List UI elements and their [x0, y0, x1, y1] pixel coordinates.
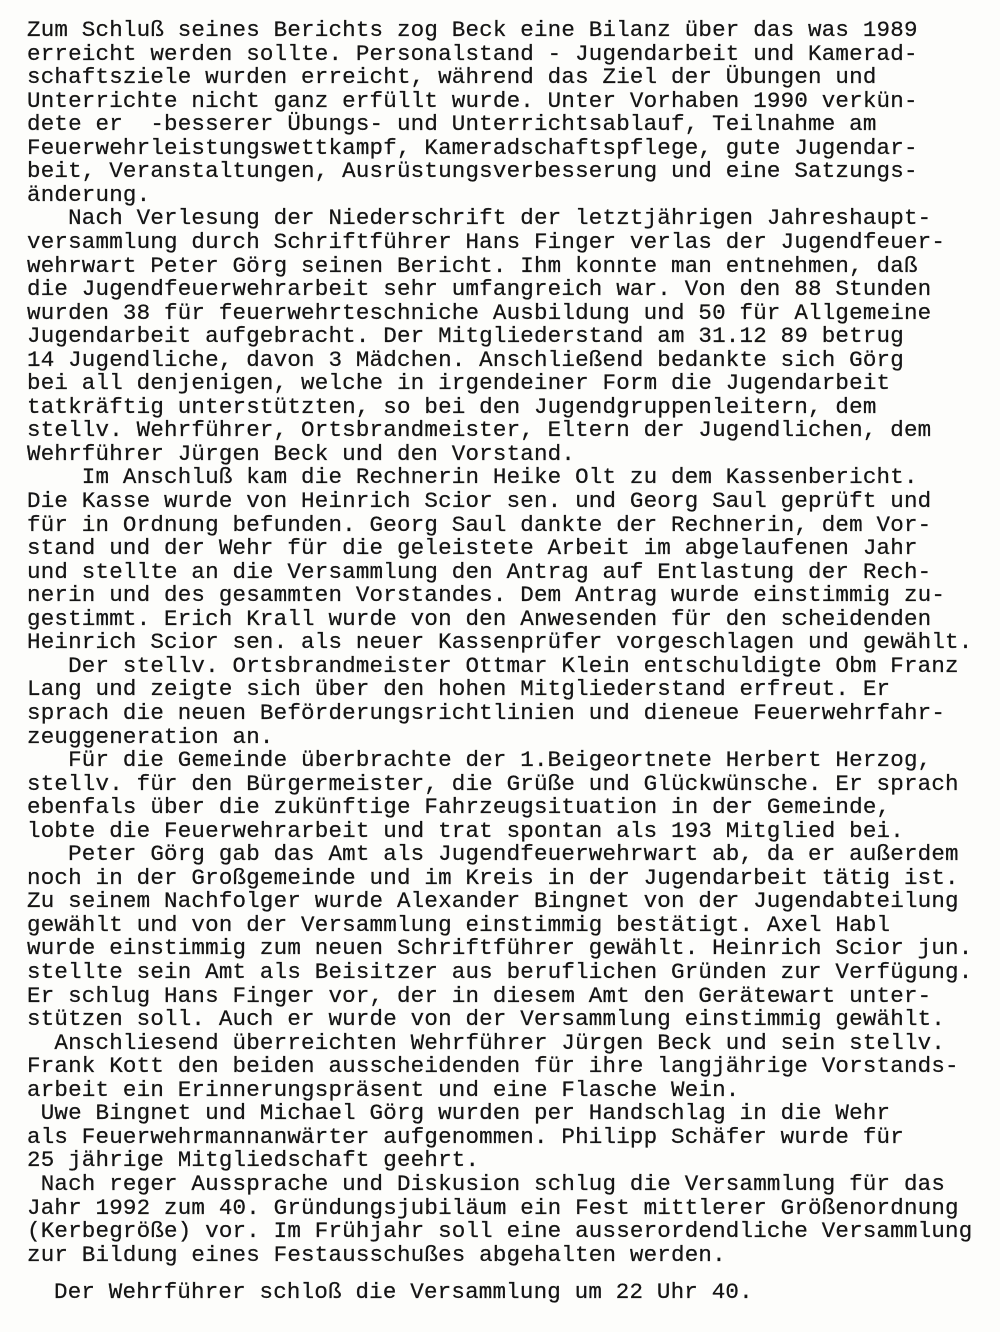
text-line: zur Bildung eines Festausschußes abgehalten werden.	[27, 1241, 726, 1268]
text-line: Im Anschluß kam die Rechnerin Heike Olt zu dem Kassenbericht.	[27, 464, 918, 491]
text-line: Feuerwehrleistungswettkampf, Kameradschaftspflege, gute Jugendar-	[27, 134, 918, 161]
text-line: lobte die Feuerwehrarbeit und trat spontan als 193 Mitglied bei.	[27, 817, 904, 844]
text-line: Nach reger Aussprache und Diskusion schlug die Versammlung für das	[27, 1170, 946, 1197]
text-line: Der stellv. Ortsbrandmeister Ottmar Klein entschuldigte Obm Franz	[27, 652, 959, 679]
text-line: zeuggeneration an.	[27, 723, 274, 750]
text-line: Peter Görg gab das Amt als Jugendfeuerwehrwart ab, da er außerdem	[27, 841, 959, 868]
text-line: versammlung durch Schriftführer Hans Finger verlas der Jugendfeuer-	[27, 228, 946, 255]
text-line: dete er -besserer Übungs- und Unterrichtsablauf, Teilnahme am	[27, 111, 877, 138]
text-line: Er schlug Hans Finger vor, der in diesem Amt den Gerätewart unter-	[27, 982, 932, 1009]
text-line: die Jugendfeuerwehrarbeit sehr umfangreich war. Von den 88 Stunden	[27, 276, 932, 303]
text-line: Nach Verlesung der Niederschrift der letztjährigen Jahreshaupt-	[27, 205, 932, 232]
text-line: (Kerbegröße) vor. Im Frühjahr soll eine ausserordendliche Versammlung	[27, 1218, 973, 1245]
text-line: änderung.	[27, 181, 151, 208]
text-line: gewählt und von der Versammlung einstimmig bestätigt. Axel Habl	[27, 911, 891, 938]
text-line: stützen soll. Auch er wurde von der Versammlung einstimmig gewählt.	[27, 1006, 946, 1033]
text-line: stellv. Wehrführer, Ortsbrandmeister, Eltern der Jugendlichen, dem	[27, 417, 932, 444]
text-line: arbeit ein Erinnerungspräsent und eine Flasche Wein.	[27, 1076, 740, 1103]
text-line: wehrwart Peter Görg seinen Bericht. Ihm konnte man entnehmen, daß	[27, 252, 918, 279]
text-line: Zu seinem Nachfolger wurde Alexander Bingnet von der Jugendabteilung	[27, 888, 959, 915]
text-line: stand und der Wehr für die geleistete Arbeit im abgelaufenen Jahr	[27, 535, 918, 562]
text-line: wurde einstimmig zum neuen Schriftführer gewählt. Heinrich Scior jun.	[27, 935, 973, 962]
text-line: Die Kasse wurde von Heinrich Scior sen. und Georg Saul geprüft und	[27, 488, 932, 514]
text-line: sprach die neuen Beförderungsrichtlinien und dieneue Feuerwehrfahr-	[27, 699, 946, 726]
text-line: Lang und zeigte sich über den hohen Mitgliederstand erfreut. Er	[27, 676, 891, 703]
text-line: gestimmt. Erich Krall wurde von den Anwesenden für den scheidenden	[27, 605, 932, 632]
text-line: und stellte an die Versammlung den Antrag auf Entlastung der Rech-	[27, 558, 932, 585]
text-line: 14 Jugendliche, davon 3 Mädchen. Anschließend bedankte sich Görg	[27, 346, 904, 373]
text-line: Jahr 1992 zum 40. Gründungsjubiläum ein Fest mittlerer Größenordnung	[27, 1194, 959, 1221]
text-line: Jugendarbeit aufgebracht. Der Mitgliederstand am 31.12 89 betrug	[27, 323, 904, 350]
text-line: schaftsziele wurden erreicht, während das Ziel der Übungen und	[27, 64, 877, 91]
text-line: als Feuerwehrmannanwärter aufgenommen. Philipp Schäfer wurde für	[27, 1123, 904, 1150]
text-line: Für die Gemeinde überbrachte der 1.Beigeortnete Herbert Herzog,	[27, 747, 932, 774]
text-line: für in Ordnung befunden. Georg Saul dankte der Rechnerin, dem Vor-	[27, 511, 932, 538]
text-line: Zum Schluß seines Berichts zog Beck eine Bilanz über das was 1989	[27, 17, 918, 43]
text-line: wurden 38 für feuerwehrteschniche Ausbildung und 50 für Allgemeine	[27, 299, 932, 326]
text-line: erreicht werden sollte. Personalstand - Jugendarbeit und Kamerad-	[27, 40, 918, 67]
text-line: beit, Veranstaltungen, Ausrüstungsverbesserung und eine Satzungs-	[27, 158, 918, 185]
text-line: Heinrich Scior sen. als neuer Kassenprüfer vorgeschlagen und gewählt.	[27, 629, 973, 656]
text-line: Anschliesend überreichten Wehrführer Jürgen Beck und sein stellv.	[27, 1029, 946, 1056]
text-line: nerin und des gesammten Vorstandes. Dem Antrag wurde einstimmig zu-	[27, 582, 946, 609]
closing-line: Der Wehrführer schloß die Versammlung um 22 Uhr 40.	[54, 1279, 753, 1305]
text-line: Frank Kott den beiden ausscheidenden für ihre langjährige Vorstands-	[27, 1053, 959, 1080]
text-line: 25 jährige Mitgliedschaft geehrt.	[27, 1147, 480, 1174]
text-line: stellv. für den Bürgermeister, die Grüße und Glückwünsche. Er sprach	[27, 770, 959, 797]
text-line: ebenfals über die zukünftige Fahrzeugsituation in der Gemeinde,	[27, 794, 891, 821]
text-line: Wehrführer Jürgen Beck und den Vorstand.	[27, 440, 576, 467]
text-line: stellte sein Amt als Beisitzer aus beruflichen Gründen zur Verfügung.	[27, 959, 973, 985]
text-line: tatkräftig unterstützten, so bei den Jugendgruppenleitern, dem	[27, 393, 877, 420]
text-line: noch in der Großgemeinde und im Kreis in der Jugendarbeit tätig ist.	[27, 864, 959, 891]
text-line: bei all denjenigen, welche in irgendeiner Form die Jugendarbeit	[27, 370, 891, 397]
text-line: Unterrichte nicht ganz erfüllt wurde. Unter Vorhaben 1990 verkün-	[27, 87, 918, 114]
text-line: Uwe Bingnet und Michael Görg wurden per Handschlag in die Wehr	[27, 1100, 891, 1127]
